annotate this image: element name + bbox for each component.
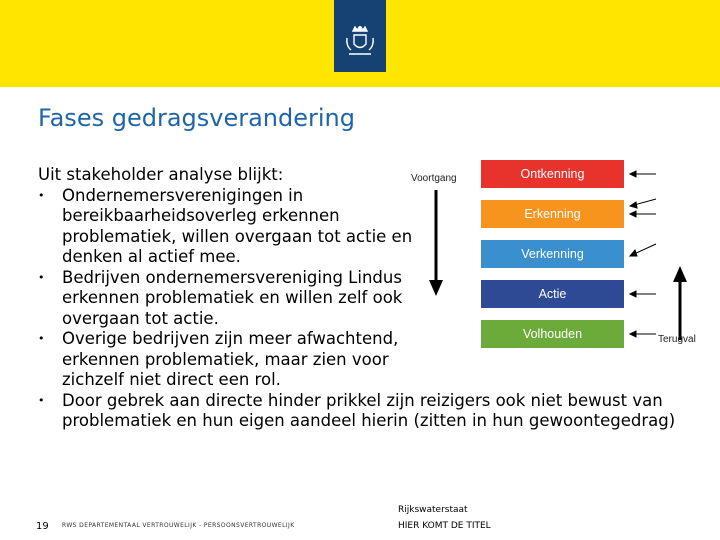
phase-diagram — [400, 158, 700, 354]
phase-label: Erkenning — [524, 207, 581, 221]
bullet-item — [38, 186, 447, 268]
document-title: HIER KOMT DE TITEL — [398, 521, 491, 531]
progress-label: Voortgang — [411, 173, 457, 184]
phase-label: Ontkenning — [520, 167, 585, 181]
bullet-text: Bedrijven ondernemersvereniging Lindus erkennen problematiek en willen zelf ook overgaan tot actie. — [62, 267, 403, 328]
phase-box — [481, 280, 624, 308]
relapse-label: Terugval — [658, 334, 696, 345]
phase-box — [481, 240, 624, 268]
relapse-arrows-icon — [628, 158, 658, 354]
phase-box — [481, 160, 624, 188]
phase-label: Actie — [538, 287, 567, 301]
phase-box — [481, 320, 624, 348]
bullet-icon: • — [38, 188, 45, 202]
footer-department: RWS DEPARTEMENTAAL VERTROUWELIJK - PERSOONSVERTROUWELIJK — [62, 522, 295, 529]
phase-label: Verkenning — [521, 247, 584, 261]
phase-box — [481, 200, 624, 228]
page-number: 19 — [36, 521, 49, 532]
progress-arrow-icon — [428, 188, 444, 298]
bullet-item — [38, 329, 447, 391]
crest-icon — [342, 26, 378, 58]
footer — [0, 495, 720, 540]
bullet-icon: • — [38, 393, 45, 407]
bullet-text: Door gebrek aan directe hinder prikkel zijn reizigers ook niet bewust van problematiek en hun eigen aandeel hierin (zitten in hun gewoontegedrag) — [62, 390, 676, 430]
bullet-text: Overige bedrijven zijn meer afwachtend, erkennen problematiek, maar zien voor zichzelf niet direct een rol. — [62, 329, 399, 389]
phase-label: Volhouden — [522, 327, 583, 341]
bullet-item — [38, 268, 447, 330]
intro-text: Uit stakeholder analyse blijkt: — [38, 165, 284, 184]
relapse-arrow-icon — [672, 266, 688, 342]
logo — [334, 0, 386, 72]
bullet-text: Ondernemersverenigingen in bereikbaarheidsoverleg erkennen problematiek, willen overgaan tot actie en denken al actief mee. — [62, 185, 413, 266]
organization-name: Rijkswaterstaat — [398, 505, 468, 515]
slide-title: Fases gedragsverandering — [38, 104, 355, 132]
bullet-item — [38, 391, 698, 432]
bullet-icon: • — [38, 270, 45, 284]
bullet-icon: • — [38, 332, 45, 345]
